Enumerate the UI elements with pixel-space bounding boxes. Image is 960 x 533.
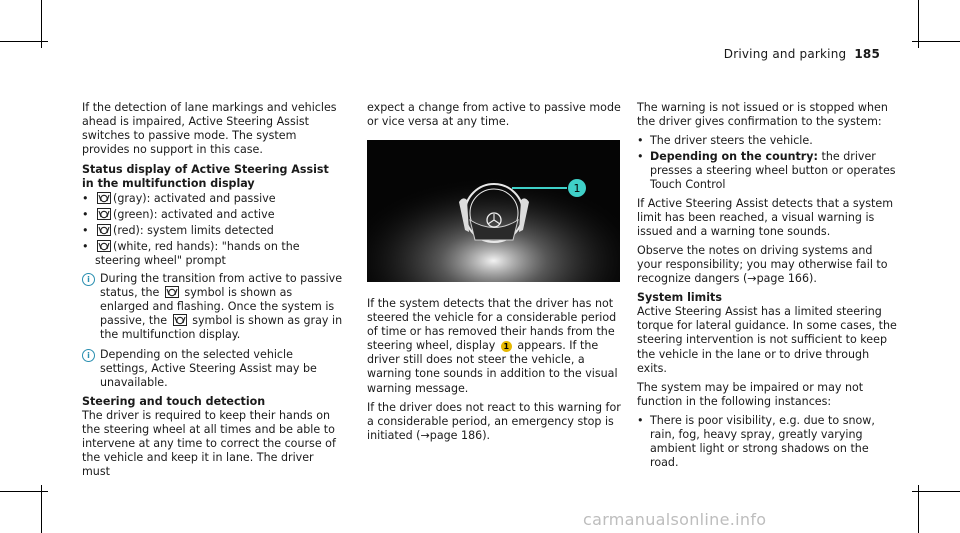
watermark: carmanualsonline.info bbox=[583, 510, 767, 529]
steering-assist-icon bbox=[97, 224, 111, 236]
callout-badge: 1 bbox=[501, 341, 512, 352]
crop-mark bbox=[912, 491, 960, 492]
page-ref-arrow: → bbox=[747, 272, 757, 286]
list-item: • The driver steers the vehicle. bbox=[637, 134, 899, 148]
crop-mark bbox=[912, 41, 960, 42]
page-ref-arrow: → bbox=[420, 428, 430, 442]
page-number: 185 bbox=[854, 47, 880, 61]
info-icon: i bbox=[82, 349, 95, 362]
body-paragraph: The warning is not issued or is stopped when the driver gives confirmation to the system: bbox=[637, 101, 888, 129]
list-item: • Depending on the country: the driver presses a steering wheel button or operates Touch Control bbox=[637, 150, 899, 192]
body-paragraph: Observe the notes on driving systems and your responsibility; you may otherwise fail to recognize dangers (→page 166). bbox=[637, 243, 888, 286]
figure-callout: 1 bbox=[573, 182, 581, 195]
crop-mark bbox=[0, 491, 48, 492]
info-note: i During the transition from active to passive status, the symbol is shown as enlarged and flashing. Once the system is passive, the symbol is shown as gray in the multifunction display. bbox=[82, 272, 344, 342]
body-paragraph: expect a change from active to passive mode or vice versa at any time. bbox=[367, 101, 621, 129]
section-heading: System limits bbox=[637, 291, 722, 305]
list-item: • (green): activated and active bbox=[82, 208, 344, 222]
section-heading: Status display of Active Steering Assist in the multifunction display bbox=[82, 163, 329, 191]
steering-assist-icon bbox=[173, 314, 187, 326]
body-paragraph: The system may be impaired or may not function in the following instances: bbox=[637, 380, 864, 408]
body-paragraph: Active Steering Assist has a limited steering torque for lateral guidance. In some cases, the steering intervention is not sufficient to keep the vehicle in the lane or to drive through exits. bbox=[637, 305, 897, 375]
crop-mark bbox=[41, 485, 42, 533]
info-icon: i bbox=[82, 273, 95, 286]
body-paragraph: The driver is required to keep their hands on the steering wheel at all times and be able to intervene at any time to correct the course of the vehicle and keep it in lane. The driver must bbox=[82, 408, 336, 479]
section-heading: Steering and touch detection bbox=[82, 394, 266, 408]
steering-assist-icon bbox=[165, 286, 179, 298]
list-item: • (red): system limits detected bbox=[82, 224, 344, 238]
body-paragraph: If Active Steering Assist detects that a system limit has been reached, a visual warning is issued and a warning tone sounds. bbox=[637, 196, 894, 238]
list-item: • (white, red hands): "hands on the steering wheel" prompt bbox=[82, 240, 344, 268]
column-2-lower bbox=[367, 297, 625, 448]
status-list bbox=[82, 192, 344, 268]
crop-mark bbox=[918, 485, 919, 533]
column-1 bbox=[82, 101, 344, 484]
hands-on-wheel-display-image bbox=[367, 140, 620, 282]
limits-list bbox=[637, 414, 899, 470]
list-item: • There is poor visibility, e.g. due to snow, rain, fog, heavy spray, greatly varying ambient light or strong shadows on the road. bbox=[637, 414, 899, 470]
column-3 bbox=[637, 101, 899, 474]
steering-assist-icon bbox=[97, 192, 111, 204]
section-title: Driving and parking bbox=[723, 47, 847, 61]
list-item: • (gray): activated and passive bbox=[82, 192, 344, 206]
body-paragraph: If the driver does not react to this warning for a considerable period, an emergency stop is initiated (→page 186). bbox=[367, 400, 621, 442]
info-note: i Depending on the selected vehicle settings, Active Steering Assist may be unavailable. bbox=[82, 348, 344, 390]
confirmation-list bbox=[637, 134, 899, 192]
crop-mark bbox=[0, 41, 48, 42]
intro-paragraph: If the detection of lane markings and vehicles ahead is impaired, Active Steering Assist switches to passive mode. The system provides no support in this case. bbox=[82, 101, 337, 157]
page-header bbox=[724, 47, 880, 61]
steering-assist-icon bbox=[97, 240, 111, 252]
column-2 bbox=[367, 101, 625, 134]
body-paragraph: If the system detects that the driver has not steered the vehicle for a considerable period of time or has removed their hands from the steering wheel, display 1 appears. If the driver still does not steer the vehicle, a warning tone sounds in addition to the visual warning message. bbox=[367, 297, 618, 395]
steering-assist-icon bbox=[97, 208, 111, 220]
